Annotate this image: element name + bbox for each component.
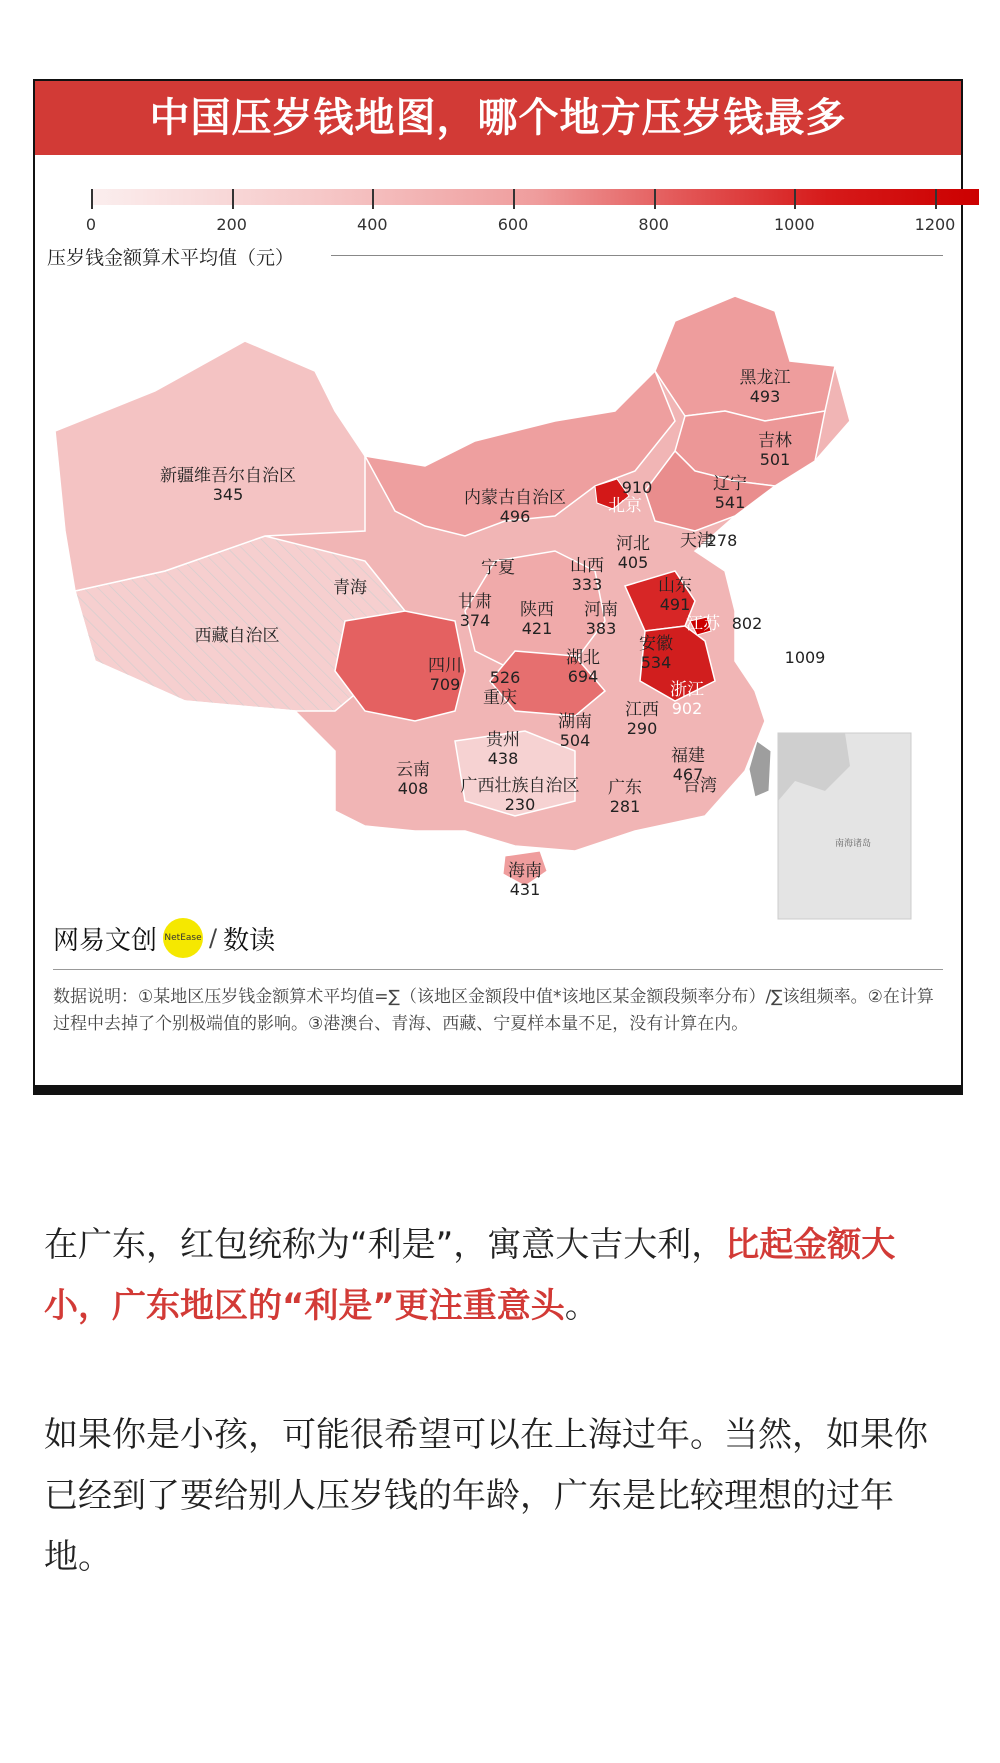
scale-tick-label: 600: [497, 215, 529, 234]
region-name-label: 西藏自治区: [194, 626, 280, 646]
region-name-label: 湖北: [566, 648, 600, 668]
paragraph-1-end: 。: [564, 1286, 599, 1326]
region-name-label: 福建: [671, 746, 705, 766]
region-name-label: 甘肃: [458, 592, 492, 612]
region-value-label: 405: [617, 553, 649, 572]
region-name-label: 广西壮族自治区: [460, 776, 580, 796]
region-value-label: 431: [509, 880, 541, 899]
scale-tick-label: 200: [216, 215, 247, 234]
scale-tick-label: 0: [85, 215, 97, 234]
region-name-label: 云南: [396, 760, 430, 780]
region-value-label: 383: [585, 619, 617, 638]
brand-logo: [53, 916, 275, 960]
region-name-label: 广东: [608, 778, 642, 798]
region-name-label: 新疆维吾尔自治区: [160, 466, 296, 486]
color-scale-bar: [91, 189, 979, 205]
article-paragraph-2: 如果你是小孩，可能很希望可以在上海过年。当然，如果你已经到了要给别人压岁钱的年龄，广东是比较理想的过年地。: [44, 1415, 928, 1577]
region-name-label: 内蒙古自治区: [464, 488, 566, 508]
scale-tick: [794, 189, 796, 209]
region-name-label: 青海: [333, 578, 367, 598]
region-value-label: 709: [429, 675, 461, 694]
region-name-label: 海南: [508, 861, 542, 881]
inset-label: 南海诸岛: [835, 839, 872, 849]
china-choropleth-map: [35, 271, 961, 991]
region-value-label: 1009: [784, 648, 826, 667]
region-name-label: 浙江: [670, 680, 704, 700]
region-value-label: 230: [504, 795, 536, 814]
region-name-label: 台湾: [683, 776, 717, 796]
note-divider: [53, 969, 943, 970]
region-name-label: 天津: [680, 531, 714, 551]
scale-tick: [654, 189, 656, 209]
region-value-label: 408: [397, 779, 429, 798]
region-name-label: 上海: [743, 648, 777, 668]
scale-tick: [91, 189, 93, 209]
region-value-label: 526: [489, 668, 521, 687]
scale-tick: [372, 189, 374, 209]
region-name-label: 山东: [658, 576, 692, 596]
region-value-label: 374: [459, 611, 491, 630]
region-value-label: 802: [731, 614, 763, 633]
region-value-label: 467: [672, 765, 704, 784]
map-card: [33, 79, 963, 1095]
map-title: 中国压岁钱地图，哪个地方压岁钱最多: [35, 81, 961, 155]
region-value-label: 910: [621, 478, 653, 497]
scale-tick-label: 1200: [914, 215, 956, 234]
region-name-label: 安徽: [639, 634, 673, 654]
brand-badge: NetEase: [163, 918, 203, 958]
brand-separator: /: [209, 924, 218, 952]
region-value-label: 694: [567, 667, 599, 686]
region-name-label: 北京: [608, 496, 642, 516]
scale-tick-label: 800: [638, 215, 669, 234]
color-scale: [57, 189, 956, 249]
region-value-label: 491: [659, 595, 691, 614]
region-value-label: 278: [706, 531, 738, 550]
region-value-label: 534: [640, 653, 672, 672]
region-value-label: 541: [714, 493, 746, 512]
scale-tick-label: 400: [357, 215, 388, 234]
region-name-label: 湖南: [558, 712, 592, 732]
region-value-label: 345: [212, 485, 244, 504]
brand-name: 网易文创: [53, 925, 158, 956]
region-name-label: 吉林: [758, 431, 792, 451]
region-value-label: 504: [559, 731, 591, 750]
legend-rule: [331, 255, 943, 256]
region-value-label: 438: [487, 749, 519, 768]
region-name-label: 江西: [625, 700, 659, 720]
paragraph-1-highlight: 比起金额大小，广东地区的“利是”更注重意头: [44, 1225, 896, 1326]
region-value-label: 493: [749, 387, 781, 406]
article-paragraph-1: [44, 1215, 959, 1337]
region-value-label: 501: [759, 450, 791, 469]
region-name-label: 四川: [428, 656, 462, 676]
region-name-label: 贵州: [486, 730, 520, 750]
region-value-label: 281: [609, 797, 641, 816]
region-name-label: 山西: [570, 556, 604, 576]
region-value-label: 496: [499, 507, 531, 526]
region-name-label: 河北: [616, 534, 650, 554]
brand-subtitle: 数读: [223, 925, 276, 956]
scale-tick: [232, 189, 234, 209]
scale-tick: [513, 189, 515, 209]
region-name-label: 重庆: [483, 688, 517, 708]
region-name-label: 河南: [584, 600, 618, 620]
region-name-label: 黑龙江: [739, 368, 791, 388]
paragraph-1-text: 在广东，红包统称为“利是”，寓意大吉大利，: [44, 1225, 726, 1265]
data-note: 数据说明：①某地区压岁钱金额算术平均值=∑（该地区金额段中值*该地区某金额段频率分布）/∑该组频率。②在计算过程中去掉了个别极端值的影响。③港澳台、青海、西藏、宁夏样本量不足，没有计算在内。: [53, 987, 934, 1034]
region-name-label: 辽宁: [713, 474, 747, 494]
region-name-label: 陕西: [520, 600, 554, 620]
region-value-label: 421: [521, 619, 553, 638]
region-name-label: 宁夏: [481, 558, 515, 578]
legend-title: 压岁钱金额算术平均值（元）: [47, 247, 295, 269]
region-value-label: 333: [571, 575, 603, 594]
region-value-label: 290: [626, 719, 658, 738]
region-value-label: 902: [671, 699, 703, 718]
scale-tick: [935, 189, 937, 209]
scale-tick-label: 1000: [773, 215, 815, 234]
region-name-label: 江苏: [686, 614, 720, 634]
